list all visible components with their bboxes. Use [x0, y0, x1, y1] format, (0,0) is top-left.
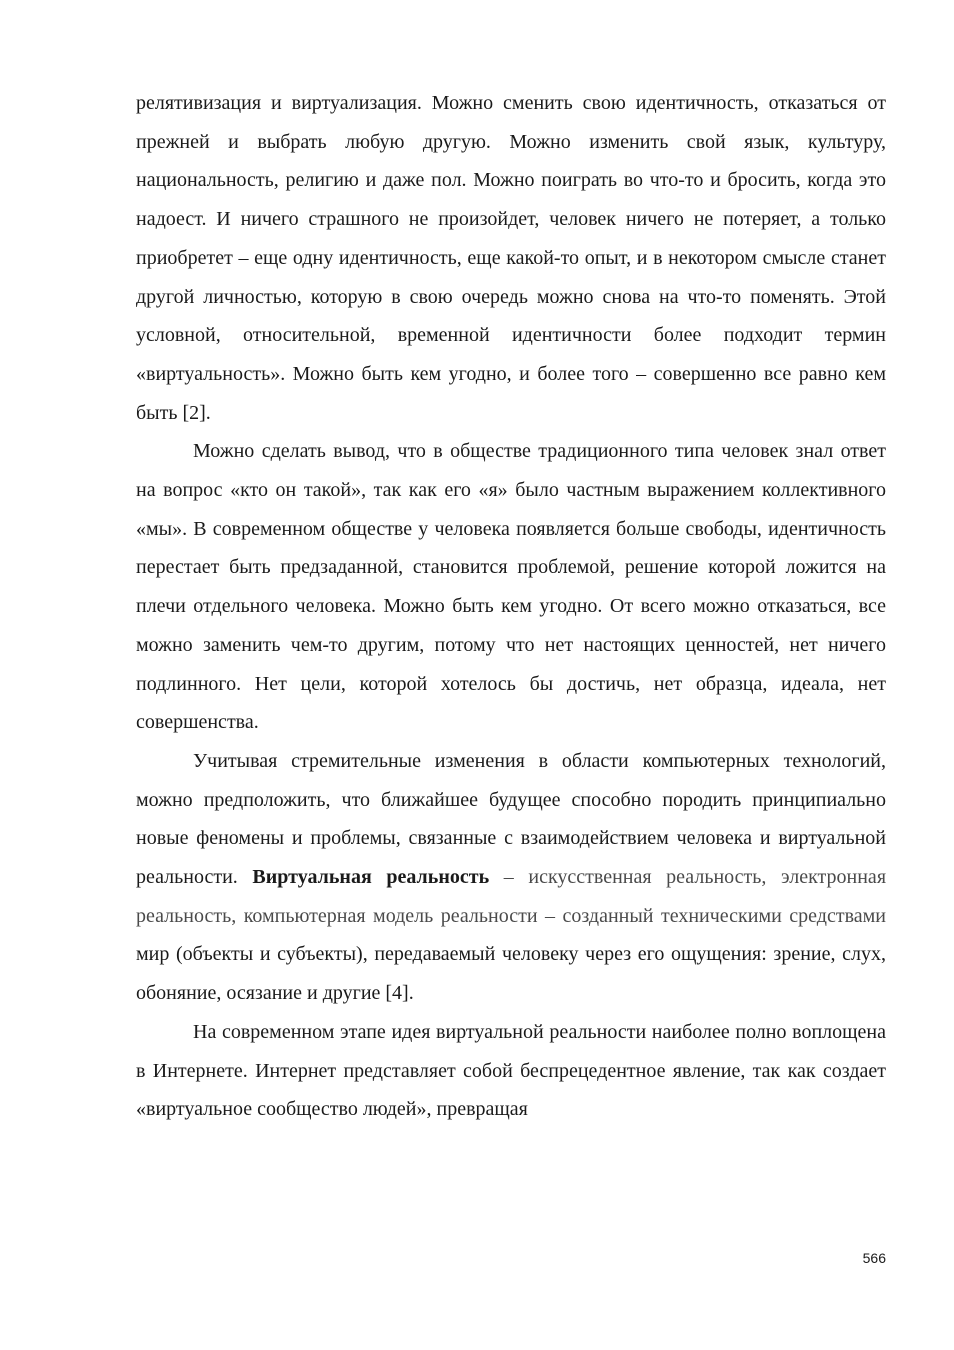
document-page: [136, 84, 886, 1129]
term-virtual-reality: Виртуальная реальность: [252, 866, 490, 889]
term-definition-text: – искусственная реальность, электронная реальность, компьютерная модель реальности – созданный техническими средствами: [136, 866, 887, 927]
paragraph-traditional-society: Можно сделать вывод, что в обществе традиционного типа человек знал ответ на вопрос «кто он такой», так как его «я» было частным выражением коллективного «мы». В современном обществе у человека появляется больше свободы, идентичность перестает быть предзаданной, становится проблемой, решение которой ложится на плечи отдельного человека. Можно быть кем угодно. От всего можно отказаться, все можно заменить чем-то другим, потому что нет настоящих ценностей, нет ничего подлинного. Нет цели, которой хотелось бы достичь, нет образца, идеала, нет совершенства.: [136, 440, 886, 734]
paragraph-virtual-reality-definition: [136, 742, 886, 1013]
paragraph-rest-text: мир (объекты и субъекты), передаваемый человеку через его ощущения: зрение, слух, обоняние, осязание и другие [4].: [136, 943, 886, 1005]
paragraph-intro-text: Учитывая стремительные изменения в области компьютерных технологий, можно предположить, что ближайшее будущее способно породить принципиально новые феномены и проблемы, связанные с взаимодействием человека и виртуальной реальности.: [136, 749, 886, 889]
paragraph-internet: На современном этапе идея виртуальной реальности наиболее полно воплощена в Интернете. Интернет представляет собой беспрецедентное явление, так как создает «виртуальное сообщество людей», превращая: [136, 1020, 886, 1121]
page-number: 566: [862, 1250, 886, 1266]
paragraph-identity-relativization: релятивизация и виртуализация. Можно сменить свою идентичность, отказаться от прежней и выбрать любую другую. Можно изменить свой язык, культуру, национальность, религию и даже пол. Можно поиграть во что-то и бросить, когда это надоест. И ничего страшного не произойдет, человек ничего не потеряет, а только приобретет – еще одну идентичность, еще какой-то опыт, и в некотором смысле станет другой личностью, которую в свою очередь можно снова на что-то поменять. Этой условной, относительной, временной идентичности более подходит термин «виртуальность». Можно быть кем угодно, и более того – совершенно все равно кем быть [2].: [136, 92, 886, 424]
